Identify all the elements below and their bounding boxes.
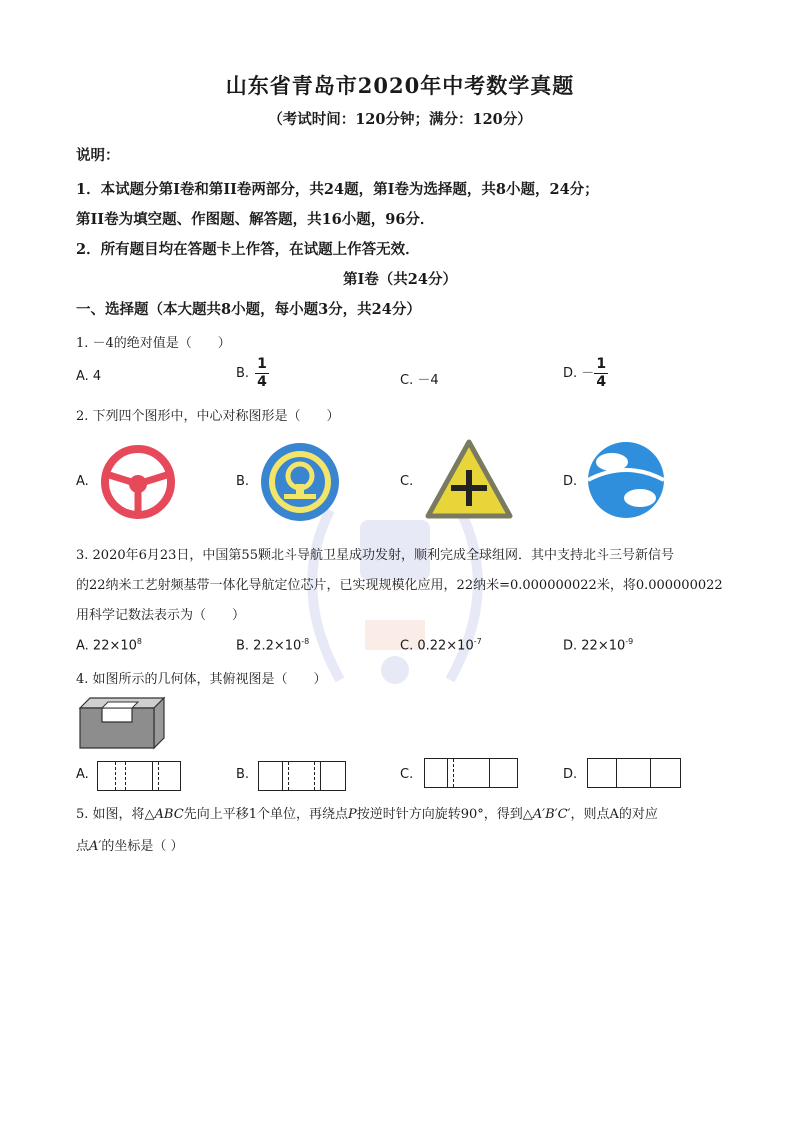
- yin-yang-circle-icon: [586, 440, 666, 520]
- instruction-line-1: 1．本试题分第I卷和第II卷两部分，共24题，第I卷为选择题，共8小题，24分；: [76, 181, 599, 198]
- q4-option-c-view: [424, 758, 518, 788]
- q3-line-2: 的22纳米工艺射频基带一体化导航定位芯片，已实现规模化应用，22纳米=0.000000022米，将0.000000022: [76, 578, 723, 593]
- q2-stem: 2. 下列四个图形中，中心对称图形是（ ）: [76, 409, 340, 424]
- q2-option-b: B.: [236, 474, 250, 489]
- q4-option-d: D.: [563, 767, 578, 782]
- q3-line-3: 用科学记数法表示为（ ）: [76, 608, 246, 623]
- q3-line-1: 3. 2020年6月23日，中国第55颗北斗导航卫星成功发射，顺利完成全球组网．其中支持北斗三号新信号: [76, 548, 674, 563]
- q1-option-b: B. $\frac{1}{4}$: [236, 356, 267, 390]
- q3-option-d: D. $22\times 10^{-9}$: [563, 637, 634, 654]
- instruction-line-3: 2．所有题目均在答题卡上作答，在试题上作答无效．: [76, 241, 420, 258]
- q4-option-c: C.: [400, 767, 414, 782]
- warning-triangle-plus-icon: [424, 438, 514, 520]
- q2-option-d: D.: [563, 474, 578, 489]
- instruction-line-2: 第II卷为填空题、作图题、解答题，共16小题，96分．: [76, 211, 435, 228]
- q1-option-c: C. －4: [400, 373, 439, 388]
- instructions-heading: 说明：: [76, 147, 120, 164]
- q3-option-b: B. $2.2\times 10^{-8}$: [236, 637, 310, 654]
- railway-logo-icon: [258, 440, 342, 524]
- solid-block-figure: [76, 694, 168, 750]
- page-title: 山东省青岛市2020年中考数学真题: [225, 73, 575, 98]
- q4-option-b-view: [258, 761, 346, 791]
- q1-option-b-fraction: $\frac{1}{4}$: [257, 356, 267, 390]
- q4-option-a-view: [97, 761, 181, 791]
- q1-option-d: D. － $\frac{1}{4}$: [563, 356, 607, 390]
- q3-option-a: A. $22\times 10^8$: [76, 637, 142, 654]
- q2-option-a: A.: [76, 474, 89, 489]
- q4-option-a: A.: [76, 767, 89, 782]
- q2-option-c: C.: [400, 474, 414, 489]
- q4-option-b: B.: [236, 767, 250, 782]
- q1-option-a: A. 4: [76, 369, 102, 384]
- q4-stem: 4. 如图所示的几何体，其俯视图是（ ）: [76, 672, 327, 687]
- q1-stem: 1. －4的绝对值是（ ）: [76, 336, 231, 351]
- q3-option-c: C. $0.22\times 10^{-7}$: [400, 637, 482, 654]
- section-heading: 一、选择题（本大题共8小题，每小题3分，共24分）: [76, 301, 421, 318]
- section-title: 第I卷（共24分）: [343, 271, 457, 288]
- steering-wheel-icon: [98, 442, 178, 522]
- q4-option-d-view: [587, 758, 681, 788]
- q5-line-1: 5. 如图，将△ABC先向上平移1个单位，再绕点P按逆时针方向旋转90°，得到△A′B′C′，则点A的对应: [76, 807, 658, 822]
- q5-line-2: 点A′的坐标是（ ）: [76, 839, 184, 854]
- q1-option-d-fraction: $\frac{1}{4}$: [596, 356, 607, 390]
- exam-subtitle: （考试时间：120分钟；满分：120分）: [268, 111, 532, 128]
